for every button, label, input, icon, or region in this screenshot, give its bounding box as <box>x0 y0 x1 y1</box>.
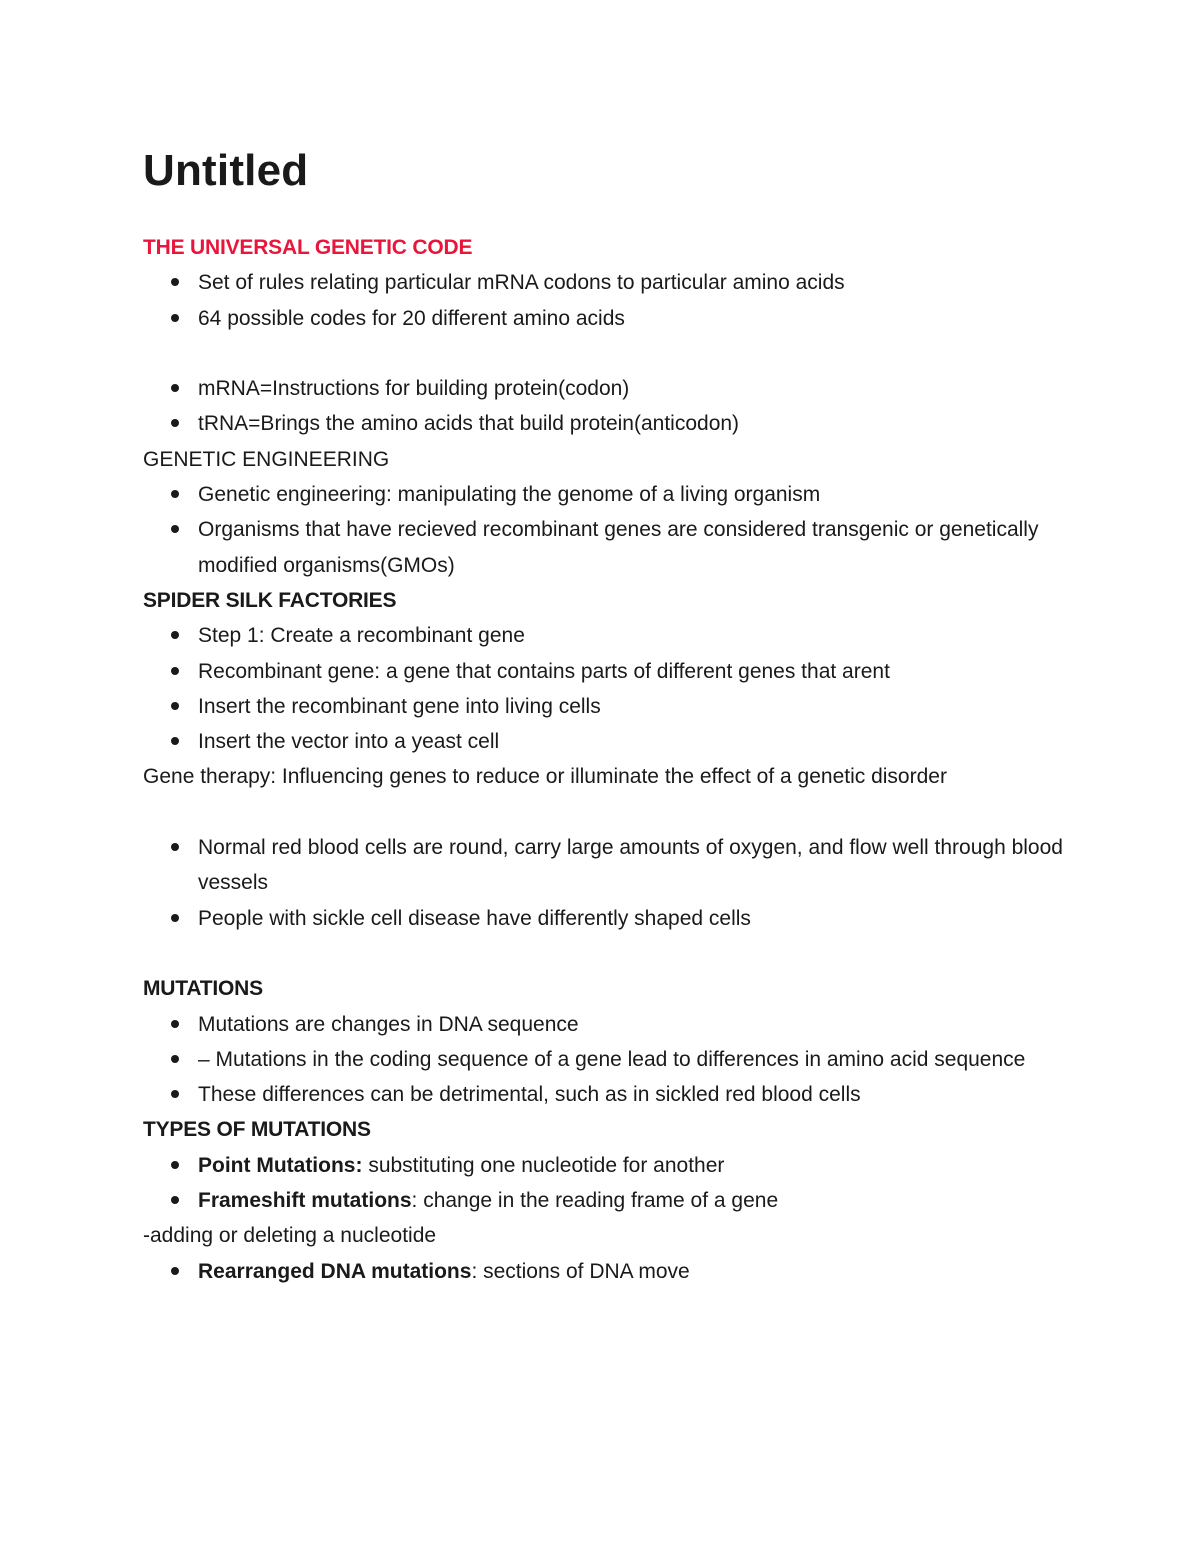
bullet-icon <box>171 384 179 392</box>
list-item <box>198 1077 1063 1112</box>
bullet-icon <box>171 631 179 639</box>
types-list-continued <box>143 1254 1063 1289</box>
bullet-icon <box>171 314 179 322</box>
list-item-text: These differences can be detrimental, such as in sickled red blood cells <box>198 1083 861 1107</box>
list-item-text: Set of rules relating particular mRNA codons to particular amino acids <box>198 271 845 295</box>
document-page <box>143 140 1063 1289</box>
list-item-text: Normal red blood cells are round, carry large amounts of oxygen, and flow well through blood vessels <box>198 836 1063 895</box>
bullet-icon <box>171 1161 179 1169</box>
bullet-icon <box>171 1267 179 1275</box>
bullet-icon <box>171 702 179 710</box>
list-item-text: tRNA=Brings the amino acids that build protein(anticodon) <box>198 412 740 436</box>
bullet-icon <box>171 1196 179 1204</box>
list-item <box>198 1183 1063 1218</box>
bullet-icon <box>171 1090 179 1098</box>
list-item <box>198 724 1063 759</box>
engineering-list <box>143 477 1063 583</box>
heading-mutations: MUTATIONS <box>143 977 263 1001</box>
bullet-icon <box>171 278 179 286</box>
list-item <box>198 654 1063 689</box>
bullet-icon <box>171 737 179 745</box>
list-item <box>198 830 1063 901</box>
bullet-icon <box>171 667 179 675</box>
genetic-code-list <box>143 265 1063 336</box>
list-item <box>198 689 1063 724</box>
list-item-text: People with sickle cell disease have differently shaped cells <box>198 906 751 930</box>
spider-silk-list <box>143 618 1063 759</box>
blank-line <box>143 936 1063 971</box>
page-title: Untitled <box>143 146 309 195</box>
term-definition: substituting one nucleotide for another <box>362 1153 725 1177</box>
list-item <box>198 265 1063 300</box>
mutations-list <box>143 1007 1063 1113</box>
list-item <box>198 512 1063 583</box>
bullet-icon <box>171 1055 179 1063</box>
term-label: Point Mutations: <box>198 1153 363 1177</box>
term-label: Rearranged DNA mutations <box>198 1259 472 1283</box>
list-item-text: – Mutations in the coding sequence of a gene lead to differences in amino acid sequence <box>198 1047 1026 1071</box>
term-label: Frameshift mutations <box>198 1189 412 1213</box>
bullet-icon <box>171 1020 179 1028</box>
list-item <box>198 1042 1063 1077</box>
list-item <box>198 371 1063 406</box>
rna-list <box>143 371 1063 442</box>
heading-genetic-engineering: GENETIC ENGINEERING <box>143 447 390 471</box>
list-item <box>198 1148 1063 1183</box>
list-item-text: Step 1: Create a recombinant gene <box>198 624 525 648</box>
list-item-text: Insert the vector into a yeast cell <box>198 730 500 754</box>
list-item <box>198 901 1063 936</box>
list-item-text: Genetic engineering: manipulating the genome of a living organism <box>198 483 821 507</box>
list-item-text: mRNA=Instructions for building protein(codon) <box>198 377 630 401</box>
term-definition: : sections of DNA move <box>471 1259 690 1283</box>
list-item <box>198 406 1063 441</box>
term-definition: : change in the reading frame of a gene <box>411 1189 779 1213</box>
heading-universal-genetic-code: THE UNIVERSAL GENETIC CODE <box>143 236 473 259</box>
list-item <box>198 1007 1063 1042</box>
list-item-text: 64 possible codes for 20 different amino acids <box>198 306 625 330</box>
list-item-text: Organisms that have recieved recombinant genes are considered transgenic or genetically modified organisms(GMOs) <box>198 518 1039 577</box>
types-list <box>143 1148 1063 1219</box>
bullet-icon <box>171 419 179 427</box>
gene-therapy-paragraph: Gene therapy: Influencing genes to reduce or illuminate the effect of a genetic disorder <box>143 765 947 789</box>
list-item <box>198 477 1063 512</box>
bullet-icon <box>171 490 179 498</box>
frameshift-note: -adding or deleting a nucleotide <box>143 1224 437 1248</box>
list-item <box>198 618 1063 653</box>
bullet-icon <box>171 914 179 922</box>
list-item-text: Insert the recombinant gene into living cells <box>198 694 601 718</box>
blank-line <box>143 336 1063 371</box>
list-item <box>198 1254 1063 1289</box>
heading-spider-silk-factories: SPIDER SILK FACTORIES <box>143 588 397 612</box>
heading-types-of-mutations: TYPES OF MUTATIONS <box>143 1118 371 1142</box>
list-item <box>198 301 1063 336</box>
bullet-icon <box>171 525 179 533</box>
bullet-icon <box>171 843 179 851</box>
list-item-text: Mutations are changes in DNA sequence <box>198 1012 579 1036</box>
blank-line <box>143 795 1063 830</box>
gene-therapy-list <box>143 830 1063 936</box>
list-item-text: Recombinant gene: a gene that contains parts of different genes that arent <box>198 659 890 683</box>
